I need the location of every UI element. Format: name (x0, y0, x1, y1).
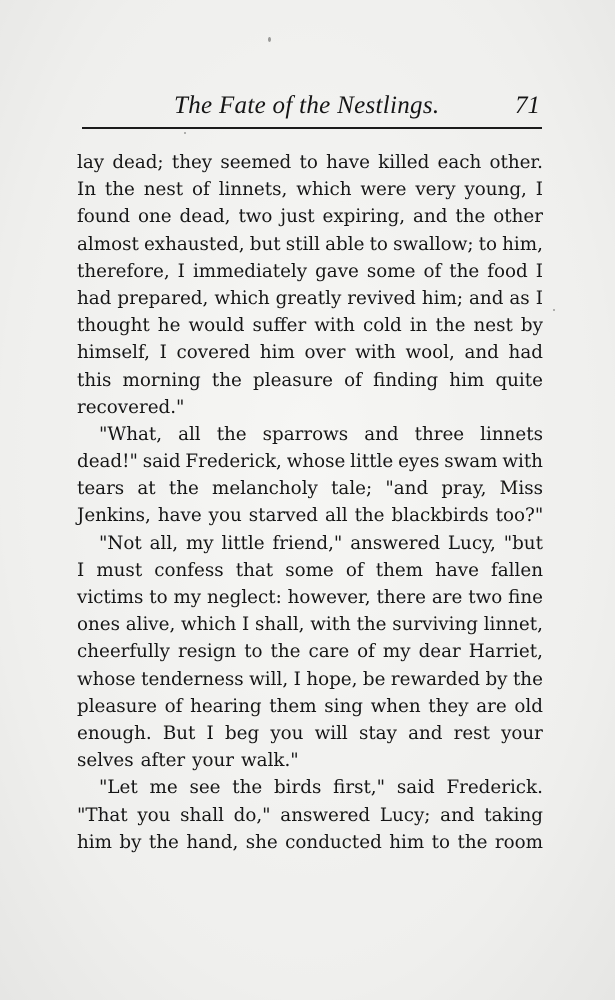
word: my (185, 532, 214, 554)
word: one (137, 206, 172, 228)
word: tears (77, 478, 125, 500)
word: them (375, 559, 423, 581)
text-line (77, 747, 543, 774)
word: Lucy, (447, 532, 496, 554)
word: and (464, 342, 499, 364)
word: as (509, 287, 530, 309)
word: greatly (275, 287, 342, 309)
word: confess (154, 559, 224, 581)
word: gave (315, 260, 359, 282)
word: ones (77, 614, 120, 636)
word: have (326, 152, 370, 173)
word: I (535, 260, 543, 282)
paper-speck (268, 37, 271, 42)
word: and (469, 287, 504, 309)
word: of (164, 695, 183, 717)
header-rule (82, 127, 542, 129)
word: all (324, 505, 348, 527)
word: when (370, 695, 421, 717)
word: very (415, 179, 456, 201)
word: with (355, 342, 396, 364)
word: and (364, 423, 399, 445)
text-line (77, 530, 543, 557)
text-line (77, 203, 543, 230)
word: the (455, 206, 486, 228)
word: some (366, 260, 416, 282)
text-line (77, 802, 543, 829)
text-line (77, 584, 543, 611)
word: expiring, (322, 206, 406, 228)
paper-speck (184, 132, 186, 134)
word: dead!" (77, 451, 138, 473)
word: pleasure (253, 369, 333, 391)
word: have (157, 505, 202, 527)
word: morning (122, 369, 201, 391)
word: neglect: (207, 587, 282, 608)
text-line (77, 421, 543, 448)
page-number: 71 (515, 92, 540, 119)
text-line (77, 557, 543, 584)
word: by (485, 668, 508, 690)
word: selves (77, 750, 134, 772)
word: the (216, 423, 247, 445)
word: I (77, 559, 85, 581)
word: still (285, 233, 320, 255)
word: of (344, 369, 362, 391)
word: are (476, 695, 507, 717)
word: swallow; (393, 233, 474, 255)
word: and (440, 804, 475, 826)
word: shall, (254, 614, 305, 636)
word: to (149, 587, 168, 608)
text-line (77, 285, 543, 312)
word: melancholy (212, 478, 318, 500)
word: but (249, 233, 281, 255)
word: me (149, 777, 178, 799)
word: other (493, 206, 543, 228)
word: have (435, 559, 479, 581)
word: to (431, 831, 451, 853)
text-line (77, 611, 543, 638)
word: him, (502, 233, 543, 255)
word: fallen (491, 559, 543, 581)
word: however, (287, 587, 371, 608)
text-line (77, 312, 543, 339)
word: But (162, 722, 196, 744)
word: you (270, 722, 304, 744)
word: the (435, 315, 466, 337)
word: nest (473, 315, 513, 337)
text-line (77, 394, 543, 421)
word: the (457, 831, 488, 853)
word: the (232, 777, 263, 799)
word: the (211, 369, 242, 391)
word: are (431, 587, 463, 608)
word: the (356, 614, 387, 636)
text-line (77, 258, 543, 285)
word: "That (77, 804, 128, 826)
word: cold (362, 315, 402, 337)
word: other. (489, 152, 543, 173)
word: little (221, 532, 265, 554)
word: nest (143, 179, 184, 201)
word: said (396, 777, 435, 799)
word: able (325, 233, 365, 255)
text-line (77, 475, 543, 502)
word: found (77, 206, 131, 228)
word: all (178, 423, 201, 445)
word: "Let (99, 777, 138, 799)
word: which (296, 179, 352, 201)
text-line (77, 638, 543, 665)
word: of (423, 260, 442, 282)
word: dead, (179, 206, 231, 228)
word: finding (373, 369, 439, 391)
text-line (77, 339, 543, 366)
word: quite (495, 369, 543, 391)
word: cheerfully (77, 641, 170, 663)
word: you (137, 804, 171, 826)
word: just (280, 206, 315, 228)
word: sparrows (262, 423, 349, 445)
word: shall (180, 804, 224, 826)
word: to (244, 641, 263, 663)
text-line (77, 176, 543, 203)
word: had (77, 287, 112, 309)
word: will, (249, 668, 289, 690)
word: covered (176, 342, 251, 364)
word: in (409, 315, 428, 337)
running-title: The Fate of the Nestlings. (174, 92, 440, 119)
word: revived (347, 287, 416, 309)
text-line (77, 720, 543, 747)
word: taking (484, 804, 543, 826)
word: walk." (241, 750, 299, 772)
word: I (293, 668, 301, 690)
word: and (413, 206, 448, 228)
word: lay (77, 152, 105, 173)
word: whose (77, 668, 136, 690)
word: to (369, 233, 388, 255)
word: recovered." (77, 396, 185, 418)
word: eyes (398, 451, 440, 473)
word: your (501, 722, 543, 744)
word: conducted (285, 831, 382, 853)
word: would (188, 315, 245, 337)
word: prepared, (117, 287, 209, 309)
word: said (142, 451, 181, 473)
word: answered (280, 804, 371, 826)
word: beg (224, 722, 260, 744)
word: at (137, 478, 156, 500)
word: of (357, 641, 375, 663)
word: first," (333, 777, 386, 799)
word: hand, (186, 831, 239, 853)
word: over (304, 342, 346, 364)
word: "What, (99, 423, 163, 445)
word: surviving (392, 614, 478, 636)
word: I (535, 179, 543, 201)
word: pray, (441, 478, 487, 500)
word: blackbirds (391, 505, 489, 527)
word: "but (503, 532, 543, 554)
text-line (77, 448, 543, 475)
word: of (192, 179, 210, 201)
word: two (238, 206, 273, 228)
word: the (270, 641, 301, 663)
word: hearing (190, 695, 262, 717)
word: Jenkins, (77, 505, 151, 527)
word: see (189, 777, 221, 799)
word: that (235, 559, 274, 581)
word: linnets, (218, 179, 288, 201)
word: wool, (405, 342, 455, 364)
word: starved (248, 505, 318, 527)
word: I (159, 342, 167, 364)
word: thought (77, 315, 150, 337)
word: I (177, 260, 185, 282)
word: linnet, (483, 614, 543, 636)
word: Lucy; (379, 804, 431, 826)
word: there (376, 587, 426, 608)
word: "Not (99, 532, 142, 554)
word: all, (149, 532, 179, 554)
word: must (96, 559, 143, 581)
word: they (171, 152, 213, 173)
word: immediately (192, 260, 308, 282)
body-text (77, 149, 543, 856)
word: the (449, 260, 480, 282)
word: by (119, 831, 142, 853)
word: I (535, 287, 543, 309)
word: the (148, 831, 179, 853)
text-line (77, 666, 543, 693)
word: the (168, 478, 199, 500)
word: stay (358, 722, 397, 744)
word: seemed (220, 152, 292, 173)
word: each (437, 152, 482, 173)
word: Frederick. (446, 777, 543, 799)
word: whose (286, 451, 346, 473)
word: linnets (480, 423, 543, 445)
word: pleasure (77, 695, 157, 717)
word: he (157, 315, 181, 337)
word: with (502, 451, 543, 473)
word: him; (421, 287, 464, 309)
word: rewarded (390, 668, 480, 690)
word: had (508, 342, 543, 364)
word: In (77, 179, 96, 201)
word: I (241, 614, 250, 636)
word: birds (273, 777, 322, 799)
word: of (345, 559, 364, 581)
word: she (245, 831, 278, 853)
text-line (77, 149, 543, 176)
word: almost (77, 233, 139, 255)
word: food (487, 260, 528, 282)
word: them (269, 695, 317, 717)
word: him (389, 831, 425, 853)
text-line (77, 693, 543, 720)
word: sing (324, 695, 363, 717)
text-line (77, 367, 543, 394)
word: the (104, 179, 135, 201)
word: which (180, 614, 237, 636)
word: dear (418, 641, 461, 663)
word: rest (453, 722, 490, 744)
word: which (214, 287, 270, 309)
word: him (259, 342, 295, 364)
word: alive, (125, 614, 176, 636)
word: do," (233, 804, 271, 826)
word: care (308, 641, 350, 663)
word: three (414, 423, 465, 445)
word: resign (177, 641, 237, 663)
word: room (494, 831, 543, 853)
word: tale; (331, 478, 373, 500)
word: you (208, 505, 242, 527)
word: my (382, 641, 411, 663)
word: I (206, 722, 214, 744)
word: to (299, 152, 318, 173)
running-head (82, 92, 542, 132)
word: swam (444, 451, 498, 473)
word: with (310, 614, 351, 636)
word: victims (77, 587, 144, 608)
word: after (140, 750, 186, 772)
word: some (285, 559, 334, 581)
word: enough. (77, 722, 152, 744)
word: "and (385, 478, 429, 500)
word: by (520, 315, 543, 337)
word: the (512, 668, 543, 690)
word: friend," (272, 532, 343, 554)
word: and (408, 722, 443, 744)
word: Miss (499, 478, 543, 500)
word: to (478, 233, 497, 255)
word: will (314, 722, 348, 744)
text-line (77, 231, 543, 258)
word: old (514, 695, 543, 717)
word: him (449, 369, 485, 391)
word: with (314, 315, 355, 337)
word: they (428, 695, 469, 717)
word: this (77, 369, 112, 391)
word: killed (378, 152, 430, 173)
word: himself, (77, 342, 150, 364)
word: the (354, 505, 385, 527)
word: therefore, (77, 260, 170, 282)
word: hope, (306, 668, 358, 690)
paper-speck (553, 309, 555, 311)
text-line (77, 829, 543, 856)
word: tenderness (141, 668, 244, 690)
word: Frederick, (185, 451, 282, 473)
word: were (360, 179, 407, 201)
word: two (468, 587, 503, 608)
word: suffer (252, 315, 307, 337)
word: too?" (495, 505, 544, 527)
word: be (362, 668, 386, 690)
word: exhausted, (143, 233, 245, 255)
word: him (77, 831, 112, 853)
text-line (77, 774, 543, 801)
word: fine (508, 587, 543, 608)
word: my (173, 587, 202, 608)
word: Harriet, (468, 641, 543, 663)
text-line (77, 502, 543, 529)
word: answered (350, 532, 441, 554)
word: dead; (112, 152, 164, 173)
word: little (350, 451, 394, 473)
word: your (192, 750, 235, 772)
word: young, (464, 179, 527, 201)
